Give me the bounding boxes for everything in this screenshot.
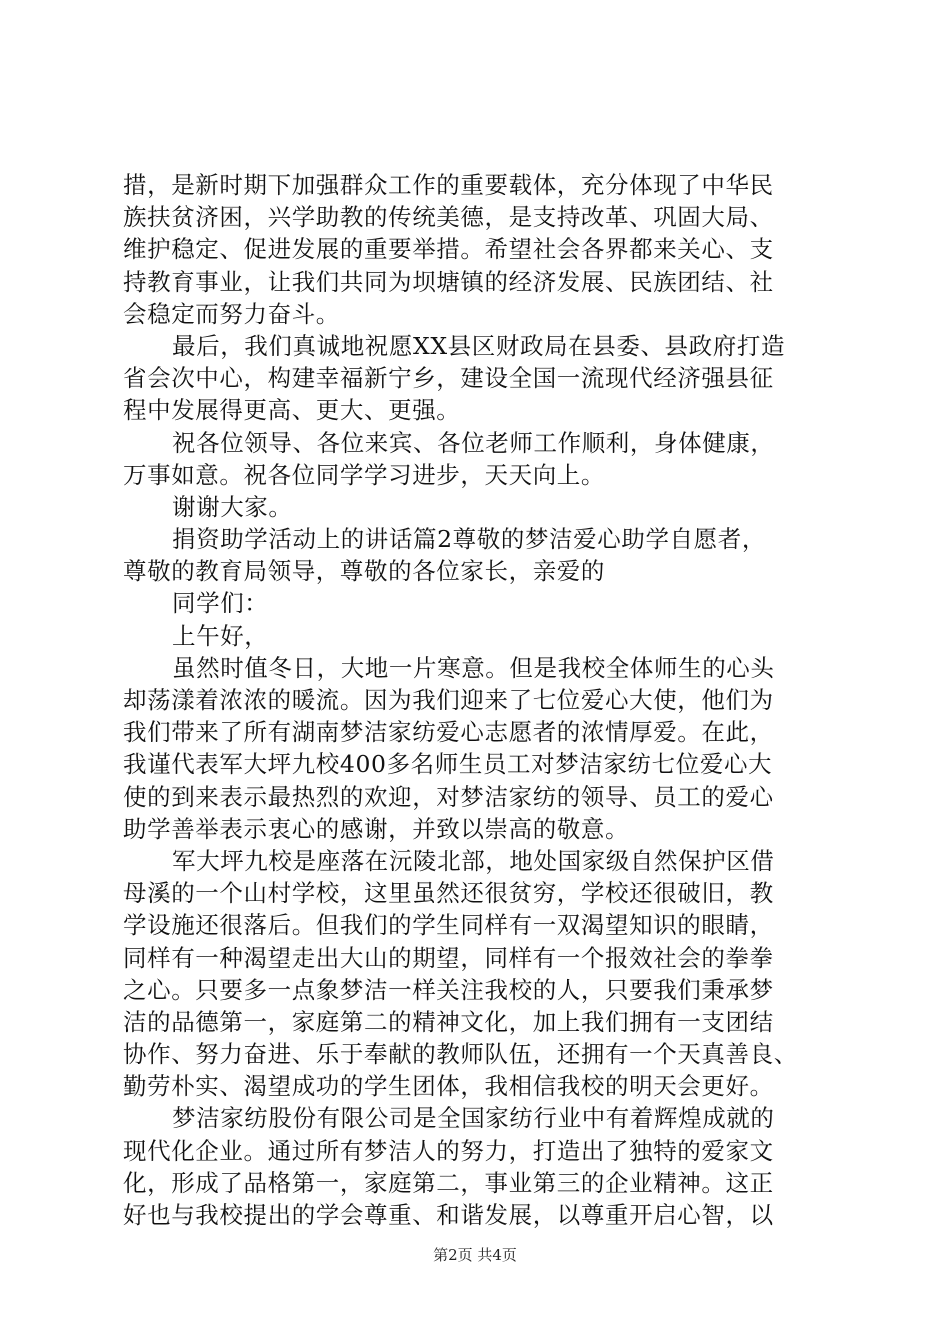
text-line: 却荡漾着浓浓的暖流。因为我们迎来了七位爱心大使，他们为 bbox=[123, 686, 774, 714]
text-line: 上午好， bbox=[172, 621, 269, 650]
text-line: 持教育事业，让我们共同为坝塘镇的经济发展、民族团结、社 bbox=[123, 267, 774, 296]
text-line: 军大坪九校是座落在沅陵北部，地处国家级自然保护区借 bbox=[172, 846, 775, 875]
text-line: 最后，我们真诚地祝愿XX县区财政局在县委、县政府打造 bbox=[172, 331, 786, 360]
text-line: 母溪的一个山村学校，这里虽然还很贫穷，学校还很破旧，教 bbox=[123, 879, 774, 908]
text-line: 省会次中心，构建幸福新宁乡，建设全国一流现代经济强县征 bbox=[123, 364, 774, 393]
text-line: 会稳定而努力奋斗。 bbox=[123, 299, 340, 328]
text-line: 助学善举表示衷心的感谢，并致以崇高的敬意。 bbox=[123, 814, 630, 843]
text-line: 措，是新时期下加强群众工作的重要载体，充分体现了中华民 bbox=[123, 171, 774, 199]
text-line: 使的到来表示最热烈的欢迎，对梦洁家纺的领导、员工的爱心 bbox=[123, 782, 774, 811]
text-line: 我谨代表军大坪九校400多名师生员工对梦洁家纺七位爱心大 bbox=[123, 750, 773, 779]
text-line: 维护稳定、促进发展的重要举措。希望社会各界都来关心、支 bbox=[123, 235, 774, 264]
text-line: 洁的品德第一，家庭第二的精神文化，加上我们拥有一支团结 bbox=[123, 1007, 774, 1036]
text-line: 之心。只要多一点象梦洁一样关注我校的人，只要我们秉承梦 bbox=[123, 975, 774, 1004]
text-line: 尊敬的教育局领导，尊敬的各位家长，亲爱的 bbox=[123, 557, 605, 586]
text-line: 好也与我校提出的学会尊重、和谐发展，以尊重开启心智，以 bbox=[123, 1201, 774, 1229]
text-line: 梦洁家纺股份有限公司是全国家纺行业中有着辉煌成就的 bbox=[172, 1104, 775, 1133]
text-line: 捐资助学活动上的讲话篇2尊敬的梦洁爱心助学自愿者， bbox=[172, 525, 766, 554]
text-line: 虽然时值冬日，大地一片寒意。但是我校全体师生的心头 bbox=[172, 653, 775, 682]
text-line: 我们带来了所有湖南梦洁家纺爱心志愿者的浓情厚爱。在此， bbox=[123, 718, 774, 747]
text-line: 万事如意。祝各位同学学习进步，天天向上。 bbox=[123, 460, 605, 489]
text-line: 同学们： bbox=[172, 589, 269, 618]
text-line: 现代化企业。通过所有梦洁人的努力，打造出了独特的爱家文 bbox=[123, 1136, 774, 1165]
text-line: 勤劳朴实、渴望成功的学生团体，我相信我校的明天会更好。 bbox=[123, 1072, 774, 1101]
text-line: 协作、努力奋进、乐于奉献的教师队伍，还拥有一个天真善良、 bbox=[123, 1040, 798, 1069]
text-line: 族扶贫济困，兴学助教的传统美德，是支持改革、巩固大局、 bbox=[123, 203, 774, 232]
text-line: 谢谢大家。 bbox=[172, 492, 293, 521]
document-body bbox=[123, 169, 843, 1231]
page-footer: 第2页 共4页 bbox=[433, 1246, 517, 1264]
text-line: 程中发展得更高、更大、更强。 bbox=[123, 396, 461, 425]
text-line: 祝各位领导、各位来宾、各位老师工作顺利，身体健康， bbox=[172, 428, 775, 457]
text-line: 化，形成了品格第一，家庭第二，事业第三的企业精神。这正 bbox=[123, 1168, 774, 1197]
text-line: 同样有一种渴望走出大山的期望，同样有一个报效社会的拳拳 bbox=[123, 943, 774, 972]
text-line: 学设施还很落后。但我们的学生同样有一双渴望知识的眼睛， bbox=[123, 911, 774, 940]
